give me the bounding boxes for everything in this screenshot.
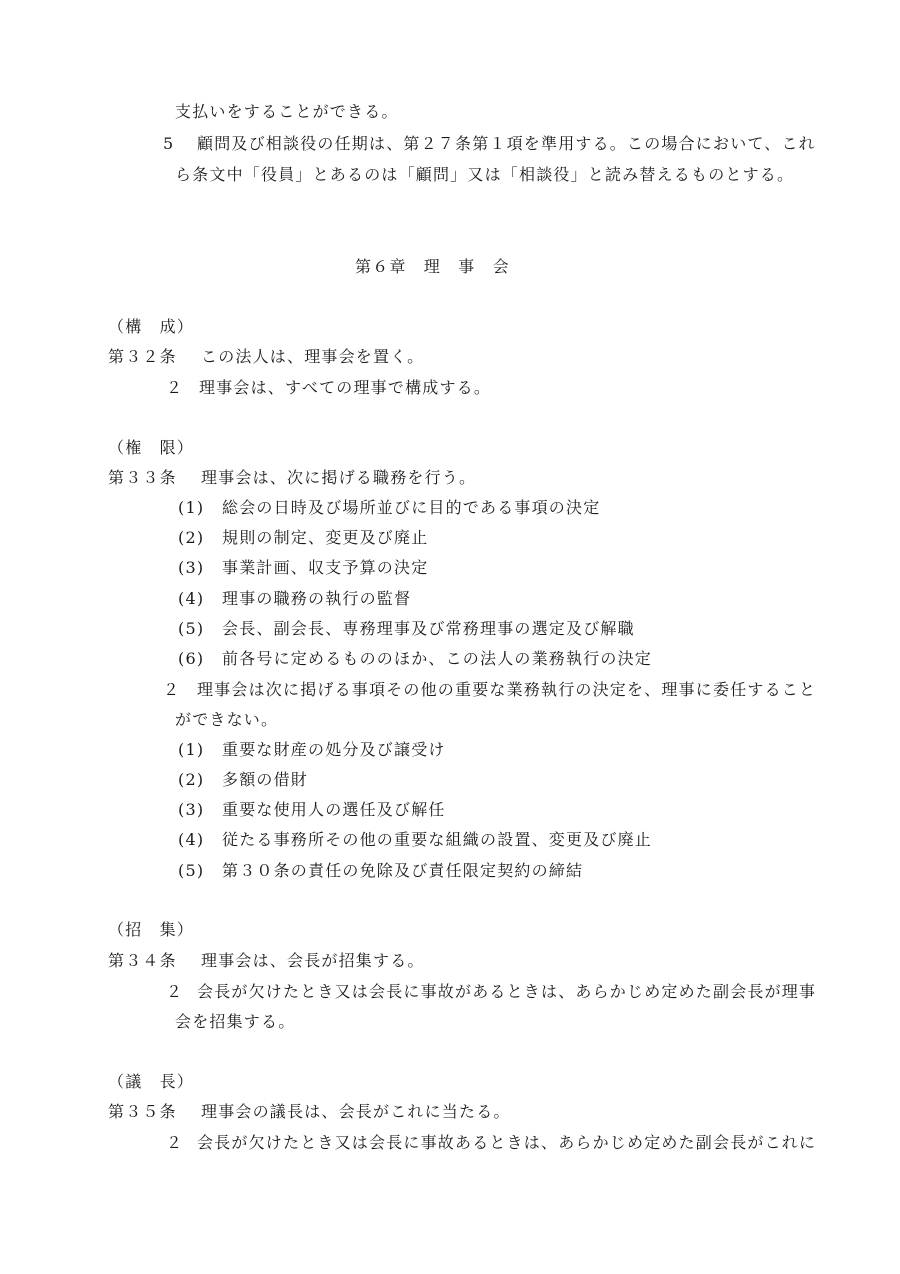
paragraph-line [166, 982, 816, 1002]
list-item [178, 498, 600, 518]
article-heading-text: （議 長） [108, 1072, 195, 1091]
list-item-number: (6) [178, 649, 205, 668]
article-line [108, 1102, 511, 1122]
list-item [178, 740, 446, 760]
list-item-text: 規則の制定、変更及び廃止 [222, 528, 429, 547]
article-heading-text: （招 集） [108, 920, 195, 939]
list-item [178, 861, 583, 881]
list-item [178, 558, 428, 578]
paragraph-text: 会長が欠けたとき又は会長に事故あるときは、あらかじめ定めた副会長がこれに [197, 1133, 817, 1152]
article-label: 第３４条 [108, 951, 177, 970]
article-text: 理事会は、会長が招集する。 [201, 951, 425, 970]
article-label: 第３３条 [108, 468, 177, 487]
chapter-title [355, 257, 510, 277]
list-item-text: 重要な財産の処分及び譲受け [222, 740, 446, 759]
article-heading [108, 920, 194, 940]
list-item-number: (2) [178, 770, 205, 789]
article-heading [108, 438, 194, 458]
list-item [178, 649, 652, 669]
paragraph-text: 理事会は次に掲げる事項その他の重要な業務執行の決定を、理事に委任すること [197, 680, 817, 699]
list-item-number: (4) [178, 830, 205, 849]
advisor-clause-number: 5 [163, 134, 175, 153]
paragraph-line [163, 680, 816, 700]
advisor-clause-line-1 [163, 134, 816, 154]
list-item-number: (5) [178, 619, 205, 638]
continuation-text: 支払いをすることができる。 [175, 102, 399, 121]
list-item-number: (5) [178, 861, 205, 880]
list-item-text: 総会の日時及び場所並びに目的である事項の決定 [222, 498, 601, 517]
list-item-number: (3) [178, 800, 205, 819]
advisor-clause-text-2: ら条文中「役員」とあるのは「顧問」又は「相談役」と読み替えるものとする。 [175, 165, 795, 184]
paragraph-line [166, 378, 491, 398]
list-item-number: (3) [178, 558, 205, 577]
article-line [108, 347, 424, 367]
list-item-number: (4) [178, 589, 205, 608]
paragraph-number: ２ [166, 378, 184, 397]
article-text: この法人は、理事会を置く。 [201, 347, 425, 366]
list-item-text: 多額の借財 [222, 770, 309, 789]
article-heading [108, 1072, 194, 1092]
list-item [178, 830, 652, 850]
list-item [178, 589, 411, 609]
paragraph-text: 理事会は、すべての理事で構成する。 [199, 378, 492, 397]
paragraph-line-continued [175, 710, 278, 730]
article-text: 理事会の議長は、会長がこれに当たる。 [201, 1102, 511, 1121]
advisor-clause-text-1: 顧問及び相談役の任期は、第２７条第１項を準用する。この場合において、これ [197, 134, 816, 153]
list-item-number: (1) [178, 498, 205, 517]
paragraph-text: 会を招集する。 [175, 1012, 296, 1031]
list-item-text: 重要な使用人の選任及び解任 [222, 800, 446, 819]
article-label: 第３５条 [108, 1102, 177, 1121]
list-item [178, 619, 635, 639]
list-item-text: 前各号に定めるもののほか、この法人の業務執行の決定 [222, 649, 653, 668]
list-item-number: (2) [178, 528, 205, 547]
list-item [178, 770, 308, 790]
paragraph-text: 会長が欠けたとき又は会長に事故があるときは、あらかじめ定めた副会長が理事 [197, 982, 817, 1001]
paragraph-text: ができない。 [175, 710, 279, 729]
list-item-number: (1) [178, 740, 205, 759]
article-heading-text: （権 限） [108, 438, 195, 457]
paragraph-line-continued [175, 1012, 295, 1032]
list-item [178, 528, 428, 548]
article-line [108, 468, 476, 488]
article-line [108, 951, 425, 971]
paragraph-number: ２ [166, 982, 184, 1001]
advisor-clause-line-2 [175, 165, 794, 185]
article-heading [108, 317, 194, 337]
list-item-text: 理事の職務の執行の監督 [222, 589, 412, 608]
chapter-title-text: 第６章 理 事 会 [355, 257, 510, 276]
list-item [178, 800, 446, 820]
list-item-text: 事業計画、収支予算の決定 [222, 558, 429, 577]
continuation-line [175, 102, 399, 122]
paragraph-number: ２ [163, 680, 181, 699]
paragraph-number: ２ [166, 1133, 184, 1152]
article-label: 第３２条 [108, 347, 177, 366]
paragraph-line [166, 1133, 816, 1153]
list-item-text: 従たる事務所その他の重要な組織の設置、変更及び廃止 [222, 830, 653, 849]
list-item-text: 会長、副会長、専務理事及び常務理事の選定及び解職 [222, 619, 635, 638]
article-text: 理事会は、次に掲げる職務を行う。 [201, 468, 477, 487]
list-item-text: 第３０条の責任の免除及び責任限定契約の締結 [222, 861, 584, 880]
article-heading-text: （構 成） [108, 317, 195, 336]
